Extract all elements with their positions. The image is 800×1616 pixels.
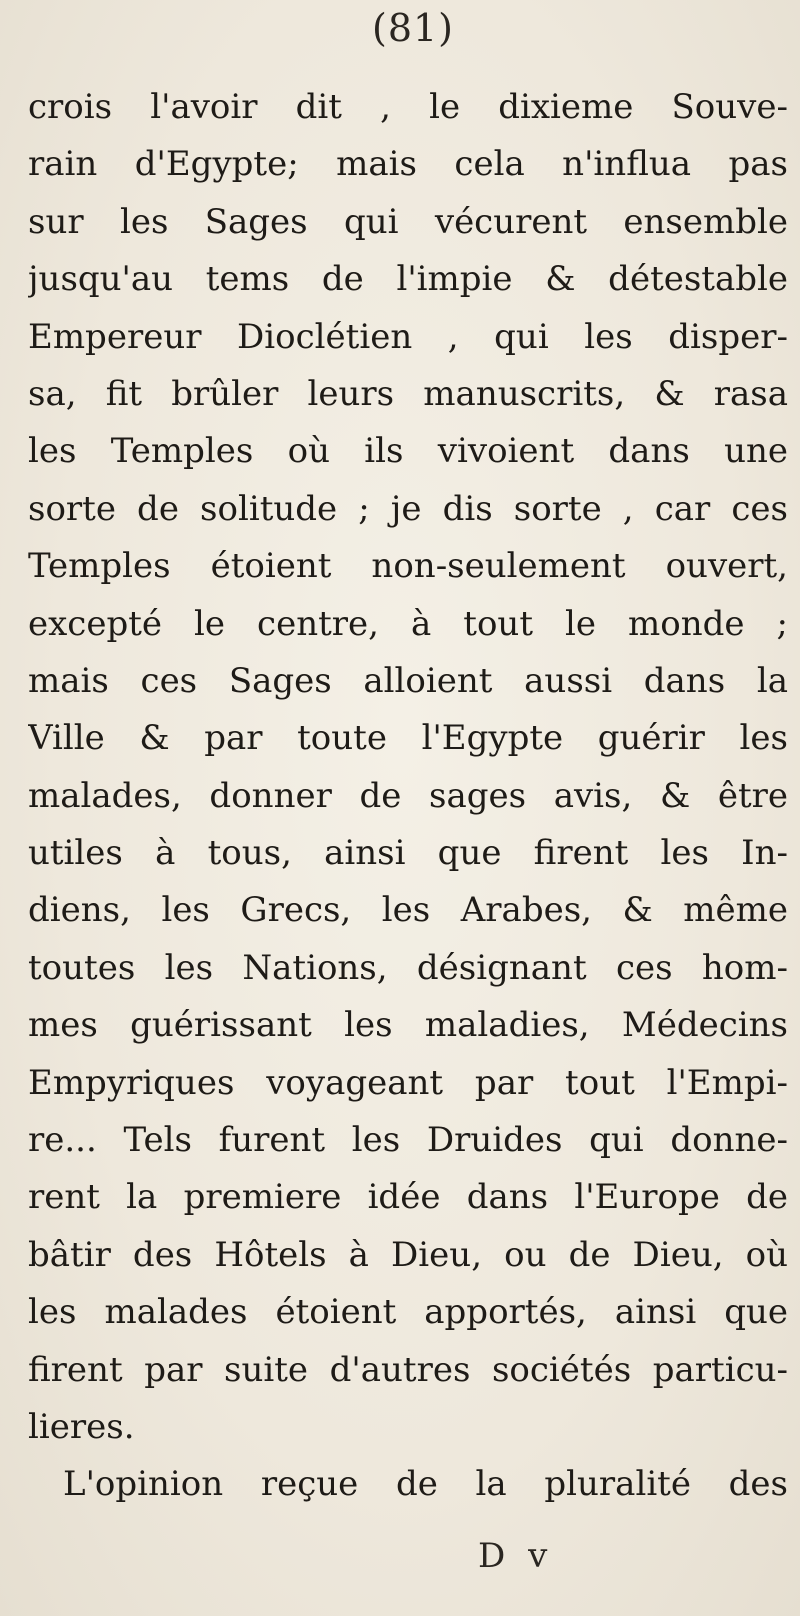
text-line: diens, les Grecs, les Arabes, & même: [28, 890, 788, 931]
text-line: mais ces Sages alloient aussi dans la: [28, 660, 788, 701]
text-line: mes guérissant les maladies, Médecins: [28, 1005, 788, 1046]
text-line: sorte de solitude ; je dis sorte , car ces: [28, 488, 788, 529]
text-line: excepté le centre, à tout le monde ;: [28, 603, 788, 644]
catchword: D v: [478, 1536, 554, 1576]
text-line: rain d'Egypte; mais cela n'influa pas: [28, 144, 788, 185]
text-line: sa, fit brûler leurs manuscrits, & rasa: [28, 373, 788, 414]
text-line: bâtir des Hôtels à Dieu, ou de Dieu, où: [28, 1234, 788, 1275]
text-line: firent par suite d'autres sociétés particu-: [28, 1349, 788, 1390]
text-line: malades, donner de sages avis, & être: [28, 775, 788, 816]
text-line: L'opinion reçue de la pluralité des: [63, 1464, 788, 1505]
text-line: Empereur Dioclétien , qui les disper-: [28, 316, 788, 357]
text-line: Temples étoient non-seulement ouvert,: [28, 546, 788, 587]
text-line: toutes les Nations, désignant ces hom-: [28, 947, 788, 988]
text-line: utiles à tous, ainsi que firent les In-: [28, 833, 788, 874]
body-text: [28, 79, 788, 1514]
page-number: (81): [372, 6, 455, 50]
text-line: Empyriques voyageant par tout l'Empi-: [28, 1062, 788, 1103]
text-line: Ville & par toute l'Egypte guérir les: [28, 718, 788, 759]
text-line: les malades étoient apportés, ainsi que: [28, 1292, 788, 1333]
text-line: sur les Sages qui vécurent ensemble: [28, 201, 788, 242]
text-line: lieres.: [28, 1406, 135, 1447]
text-line: crois l'avoir dit , le dixieme Souve-: [28, 87, 788, 127]
text-line: re... Tels furent les Druides qui donne-: [28, 1120, 788, 1161]
text-line: rent la premiere idée dans l'Europe de: [28, 1177, 788, 1218]
text-line: les Temples où ils vivoient dans une: [28, 431, 788, 472]
text-line: jusqu'au tems de l'impie & détestable: [28, 259, 788, 300]
